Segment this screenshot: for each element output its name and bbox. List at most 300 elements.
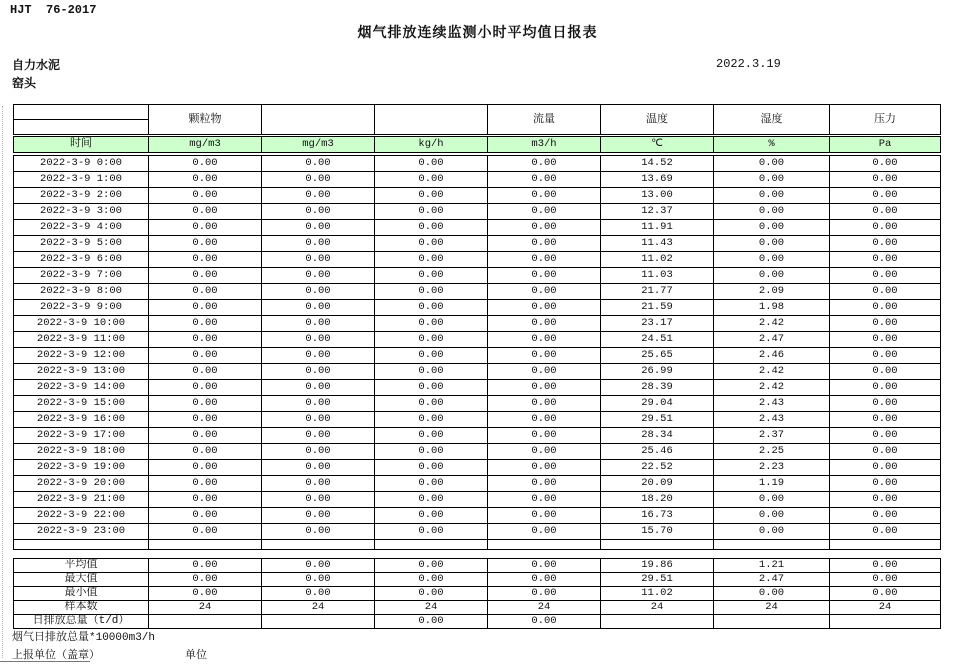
value-cell: 1.19: [714, 476, 830, 492]
value-cell: 0.00: [262, 524, 375, 540]
summary-value-cell: 24: [488, 601, 601, 615]
value-cell: 0.00: [714, 252, 830, 268]
table-row: [14, 524, 941, 540]
value-cell: 0.00: [714, 268, 830, 284]
value-cell: 25.46: [601, 444, 714, 460]
standard-code: HJT 76-2017: [10, 3, 97, 17]
value-cell: 21.77: [601, 284, 714, 300]
unit-header-row: [14, 137, 941, 153]
time-cell: 2022-3-9 12:00: [14, 348, 149, 364]
value-cell: 0.00: [262, 460, 375, 476]
table-row: [14, 508, 941, 524]
table-row: [14, 348, 941, 364]
table-row: [14, 252, 941, 268]
table-row: [14, 172, 941, 188]
value-cell: 0.00: [375, 492, 488, 508]
value-cell: 0.00: [149, 508, 262, 524]
value-cell: 0.00: [488, 300, 601, 316]
value-cell: 18.20: [601, 492, 714, 508]
value-cell: 0.00: [830, 524, 941, 540]
time-header-blank-bottom: [14, 120, 149, 135]
summary-table: [13, 558, 941, 629]
value-cell: 0.00: [488, 252, 601, 268]
value-cell: 0.00: [714, 156, 830, 172]
value-cell: 0.00: [149, 476, 262, 492]
value-cell: 0.00: [262, 316, 375, 332]
value-cell: 0.00: [375, 300, 488, 316]
table-row: [14, 380, 941, 396]
value-cell: 0.00: [488, 236, 601, 252]
value-cell: 0.00: [488, 284, 601, 300]
table-row: [14, 364, 941, 380]
time-cell: 2022-3-9 16:00: [14, 412, 149, 428]
value-cell: 0.00: [149, 300, 262, 316]
summary-value-cell: 0.00: [830, 587, 941, 601]
value-cell: 0.00: [488, 396, 601, 412]
time-cell: 2022-3-9 8:00: [14, 284, 149, 300]
unit-header-2: mg/m3: [262, 137, 375, 153]
value-cell: 0.00: [830, 204, 941, 220]
value-cell: 0.00: [488, 348, 601, 364]
value-cell: 0.00: [375, 188, 488, 204]
value-cell: 0.00: [488, 156, 601, 172]
table-row: [14, 188, 941, 204]
summary-value-cell: 0.00: [830, 559, 941, 573]
value-cell: 0.00: [262, 172, 375, 188]
group-header-blank-3: [375, 105, 488, 135]
summary-value-cell: 0.00: [149, 559, 262, 573]
value-cell: 0.00: [375, 380, 488, 396]
value-cell: 0.00: [488, 364, 601, 380]
station-name: 窑头: [12, 76, 37, 90]
summary-value-cell: 0.00: [262, 559, 375, 573]
group-header-5: 温度: [601, 105, 714, 135]
group-header-table: [13, 104, 941, 135]
time-cell: 2022-3-9 9:00: [14, 300, 149, 316]
summary-value-cell: 24: [830, 601, 941, 615]
value-cell: 25.65: [601, 348, 714, 364]
value-cell: 0.00: [149, 316, 262, 332]
summary-value-cell: 0.00: [830, 573, 941, 587]
value-cell: 22.52: [601, 460, 714, 476]
value-cell: 11.91: [601, 220, 714, 236]
value-cell: 0.00: [830, 460, 941, 476]
summary-value-cell: 0.00: [149, 573, 262, 587]
summary-label: 平均值: [14, 559, 149, 573]
table-row: [14, 332, 941, 348]
value-cell: 0.00: [830, 348, 941, 364]
value-cell: 0.00: [149, 428, 262, 444]
empty-cell: [714, 540, 830, 550]
value-cell: 0.00: [375, 460, 488, 476]
value-cell: 0.00: [375, 204, 488, 220]
value-cell: 11.43: [601, 236, 714, 252]
summary-value-cell: 24: [375, 601, 488, 615]
value-cell: 23.17: [601, 316, 714, 332]
table-row: [14, 236, 941, 252]
value-cell: 0.00: [262, 284, 375, 300]
value-cell: 0.00: [830, 316, 941, 332]
value-cell: 0.00: [262, 476, 375, 492]
value-cell: 0.00: [149, 524, 262, 540]
time-cell: 2022-3-9 20:00: [14, 476, 149, 492]
value-cell: 0.00: [830, 492, 941, 508]
empty-row: [14, 540, 941, 550]
table-row: [14, 412, 941, 428]
bottom-partial-border: [0, 661, 90, 662]
value-cell: 0.00: [830, 364, 941, 380]
value-cell: 0.00: [488, 492, 601, 508]
value-cell: 0.00: [375, 428, 488, 444]
empty-cell: [601, 540, 714, 550]
time-cell: 2022-3-9 21:00: [14, 492, 149, 508]
value-cell: 2.42: [714, 364, 830, 380]
time-cell: 2022-3-9 6:00: [14, 252, 149, 268]
value-cell: 0.00: [149, 348, 262, 364]
value-cell: 0.00: [488, 508, 601, 524]
value-cell: 0.00: [149, 412, 262, 428]
time-cell: 2022-3-9 17:00: [14, 428, 149, 444]
table-row: [14, 204, 941, 220]
summary-value-cell: [714, 615, 830, 629]
time-cell: 2022-3-9 15:00: [14, 396, 149, 412]
table-row: [14, 492, 941, 508]
value-cell: 0.00: [830, 508, 941, 524]
value-cell: 0.00: [262, 236, 375, 252]
summary-label: 最大值: [14, 573, 149, 587]
table-row: [14, 284, 941, 300]
time-column-header: 时间: [14, 137, 149, 153]
value-cell: 0.00: [262, 428, 375, 444]
value-cell: 0.00: [830, 300, 941, 316]
time-cell: 2022-3-9 11:00: [14, 332, 149, 348]
value-cell: 0.00: [714, 188, 830, 204]
group-header-1: 颗粒物: [149, 105, 262, 135]
value-cell: 0.00: [830, 156, 941, 172]
summary-row: [14, 559, 941, 573]
value-cell: 0.00: [262, 188, 375, 204]
value-cell: 0.00: [262, 204, 375, 220]
value-cell: 0.00: [714, 236, 830, 252]
value-cell: 0.00: [149, 332, 262, 348]
value-cell: 0.00: [830, 332, 941, 348]
group-header-7: 压力: [830, 105, 941, 135]
empty-cell: [488, 540, 601, 550]
table-row: [14, 156, 941, 172]
value-cell: 0.00: [714, 508, 830, 524]
table-row: [14, 220, 941, 236]
value-cell: 24.51: [601, 332, 714, 348]
value-cell: 2.47: [714, 332, 830, 348]
value-cell: 0.00: [375, 156, 488, 172]
report-date: 2022.3.19: [716, 57, 781, 71]
value-cell: 0.00: [149, 172, 262, 188]
value-cell: 0.00: [262, 492, 375, 508]
time-cell: 2022-3-9 7:00: [14, 268, 149, 284]
time-cell: 2022-3-9 2:00: [14, 188, 149, 204]
value-cell: 2.42: [714, 316, 830, 332]
empty-cell: [830, 540, 941, 550]
value-cell: 0.00: [262, 444, 375, 460]
summary-value-cell: 0.00: [714, 587, 830, 601]
value-cell: 0.00: [488, 460, 601, 476]
value-cell: 0.00: [149, 492, 262, 508]
value-cell: 0.00: [262, 332, 375, 348]
value-cell: 0.00: [830, 172, 941, 188]
summary-value-cell: 2.47: [714, 573, 830, 587]
time-cell: 2022-3-9 18:00: [14, 444, 149, 460]
value-cell: 1.98: [714, 300, 830, 316]
value-cell: 0.00: [262, 364, 375, 380]
value-cell: 0.00: [830, 476, 941, 492]
value-cell: 0.00: [375, 220, 488, 236]
summary-value-cell: 0.00: [262, 573, 375, 587]
value-cell: 0.00: [149, 220, 262, 236]
value-cell: 0.00: [488, 380, 601, 396]
summary-value-cell: 0.00: [375, 559, 488, 573]
summary-value-cell: 0.00: [262, 587, 375, 601]
value-cell: 0.00: [262, 220, 375, 236]
group-header-4: 流量: [488, 105, 601, 135]
value-cell: 28.39: [601, 380, 714, 396]
value-cell: 0.00: [375, 316, 488, 332]
value-cell: 0.00: [262, 300, 375, 316]
time-cell: 2022-3-9 22:00: [14, 508, 149, 524]
summary-value-cell: 1.21: [714, 559, 830, 573]
value-cell: 13.00: [601, 188, 714, 204]
value-cell: 0.00: [488, 220, 601, 236]
value-cell: 13.69: [601, 172, 714, 188]
value-cell: 0.00: [262, 380, 375, 396]
unit-label: 单位: [185, 650, 207, 662]
time-cell: 2022-3-9 0:00: [14, 156, 149, 172]
value-cell: 0.00: [149, 204, 262, 220]
value-cell: 0.00: [262, 252, 375, 268]
empty-cell: [262, 540, 375, 550]
value-cell: 0.00: [262, 268, 375, 284]
value-cell: 0.00: [714, 220, 830, 236]
summary-value-cell: [830, 615, 941, 629]
unit-header-7: Pa: [830, 137, 941, 153]
time-cell: 2022-3-9 1:00: [14, 172, 149, 188]
value-cell: 0.00: [714, 524, 830, 540]
value-cell: 0.00: [830, 252, 941, 268]
value-cell: 0.00: [488, 428, 601, 444]
summary-value-cell: 11.02: [601, 587, 714, 601]
value-cell: 0.00: [488, 412, 601, 428]
value-cell: 12.37: [601, 204, 714, 220]
empty-cell: [14, 540, 149, 550]
value-cell: 0.00: [375, 396, 488, 412]
value-cell: 0.00: [262, 412, 375, 428]
value-cell: 0.00: [714, 204, 830, 220]
value-cell: 0.00: [262, 508, 375, 524]
value-cell: 0.00: [149, 236, 262, 252]
value-cell: 0.00: [488, 476, 601, 492]
summary-label: 最小值: [14, 587, 149, 601]
value-cell: 0.00: [375, 476, 488, 492]
value-cell: 0.00: [149, 380, 262, 396]
value-cell: 0.00: [830, 236, 941, 252]
value-cell: 16.73: [601, 508, 714, 524]
value-cell: 2.23: [714, 460, 830, 476]
value-cell: 15.70: [601, 524, 714, 540]
table-row: [14, 268, 941, 284]
time-cell: 2022-3-9 3:00: [14, 204, 149, 220]
value-cell: 0.00: [149, 268, 262, 284]
value-cell: 0.00: [830, 220, 941, 236]
value-cell: 0.00: [830, 412, 941, 428]
value-cell: 0.00: [375, 508, 488, 524]
value-cell: 26.99: [601, 364, 714, 380]
value-cell: 0.00: [488, 172, 601, 188]
value-cell: 2.43: [714, 412, 830, 428]
value-cell: 0.00: [149, 460, 262, 476]
time-cell: 2022-3-9 14:00: [14, 380, 149, 396]
time-cell: 2022-3-9 13:00: [14, 364, 149, 380]
empty-cell: [375, 540, 488, 550]
summary-value-cell: 24: [262, 601, 375, 615]
value-cell: 0.00: [830, 428, 941, 444]
unit-header-4: m3/h: [488, 137, 601, 153]
value-cell: 0.00: [830, 188, 941, 204]
value-cell: 0.00: [714, 172, 830, 188]
summary-value-cell: 0.00: [375, 573, 488, 587]
value-cell: 29.04: [601, 396, 714, 412]
value-cell: 0.00: [488, 204, 601, 220]
value-cell: 0.00: [830, 284, 941, 300]
value-cell: 2.43: [714, 396, 830, 412]
empty-cell: [149, 540, 262, 550]
value-cell: 0.00: [149, 188, 262, 204]
value-cell: 0.00: [488, 332, 601, 348]
value-cell: 0.00: [375, 172, 488, 188]
group-header-6: 湿度: [714, 105, 830, 135]
value-cell: 0.00: [375, 412, 488, 428]
page-break-line: [2, 106, 3, 658]
value-cell: 0.00: [714, 492, 830, 508]
unit-header-6: %: [714, 137, 830, 153]
value-cell: 0.00: [488, 188, 601, 204]
value-cell: 20.09: [601, 476, 714, 492]
summary-value-cell: [601, 615, 714, 629]
value-cell: 11.02: [601, 252, 714, 268]
summary-label: 样本数: [14, 601, 149, 615]
value-cell: 14.52: [601, 156, 714, 172]
table-row: [14, 316, 941, 332]
summary-value-cell: [149, 615, 262, 629]
value-cell: 0.00: [488, 268, 601, 284]
value-cell: 29.51: [601, 412, 714, 428]
summary-value-cell: 24: [149, 601, 262, 615]
summary-value-cell: 24: [601, 601, 714, 615]
unit-header-1: mg/m3: [149, 137, 262, 153]
value-cell: 0.00: [149, 396, 262, 412]
value-cell: 0.00: [375, 268, 488, 284]
summary-value-cell: 19.86: [601, 559, 714, 573]
time-cell: 2022-3-9 19:00: [14, 460, 149, 476]
summary-row: [14, 601, 941, 615]
value-cell: 0.00: [262, 396, 375, 412]
table-row: [14, 444, 941, 460]
summary-value-cell: 0.00: [488, 573, 601, 587]
summary-row: [14, 615, 941, 629]
company-name: 自力水泥: [12, 58, 61, 72]
unit-header-3: kg/h: [375, 137, 488, 153]
summary-value-cell: 0.00: [488, 615, 601, 629]
value-cell: 0.00: [375, 364, 488, 380]
time-cell: 2022-3-9 23:00: [14, 524, 149, 540]
summary-value-cell: 0.00: [375, 615, 488, 629]
summary-row: [14, 573, 941, 587]
value-cell: 0.00: [375, 524, 488, 540]
table-row: [14, 476, 941, 492]
value-cell: 0.00: [488, 524, 601, 540]
value-cell: 0.00: [375, 348, 488, 364]
value-cell: 0.00: [488, 444, 601, 460]
time-header-blank-top: [14, 105, 149, 120]
value-cell: 0.00: [262, 348, 375, 364]
value-cell: 0.00: [149, 444, 262, 460]
summary-value-cell: 0.00: [488, 587, 601, 601]
summary-label: 日排放总量（t/d）: [14, 615, 149, 629]
summary-value-cell: 24: [714, 601, 830, 615]
value-cell: 2.46: [714, 348, 830, 364]
value-cell: 0.00: [375, 236, 488, 252]
summary-value-cell: [262, 615, 375, 629]
time-cell: 2022-3-9 4:00: [14, 220, 149, 236]
value-cell: 0.00: [149, 284, 262, 300]
value-cell: 0.00: [375, 444, 488, 460]
value-cell: 0.00: [488, 316, 601, 332]
value-cell: 0.00: [149, 156, 262, 172]
summary-row: [14, 587, 941, 601]
value-cell: 0.00: [149, 252, 262, 268]
table-row: [14, 460, 941, 476]
value-cell: 0.00: [375, 284, 488, 300]
value-cell: 0.00: [262, 156, 375, 172]
time-cell: 2022-3-9 5:00: [14, 236, 149, 252]
value-cell: 2.42: [714, 380, 830, 396]
time-cell: 2022-3-9 10:00: [14, 316, 149, 332]
table-row: [14, 428, 941, 444]
summary-value-cell: 0.00: [488, 559, 601, 573]
value-cell: 21.59: [601, 300, 714, 316]
table-row: [14, 300, 941, 316]
total-emission-note: 烟气日排放总量*10000m3/h: [12, 632, 156, 644]
value-cell: 0.00: [149, 364, 262, 380]
page-title: 烟气排放连续监测小时平均值日报表: [357, 24, 598, 40]
value-cell: 2.25: [714, 444, 830, 460]
value-cell: 0.00: [830, 396, 941, 412]
value-cell: 11.03: [601, 268, 714, 284]
group-header-row: [14, 105, 941, 120]
report-unit-label: 上报单位（盖章）: [12, 650, 100, 662]
table-row: [14, 396, 941, 412]
value-cell: 2.09: [714, 284, 830, 300]
value-cell: 28.34: [601, 428, 714, 444]
summary-value-cell: 29.51: [601, 573, 714, 587]
hourly-data-table: [13, 155, 941, 550]
value-cell: 2.37: [714, 428, 830, 444]
summary-value-cell: 0.00: [375, 587, 488, 601]
unit-header-table: [13, 136, 941, 153]
value-cell: 0.00: [830, 380, 941, 396]
unit-header-5: ℃: [601, 137, 714, 153]
value-cell: 0.00: [830, 268, 941, 284]
group-header-blank-2: [262, 105, 375, 135]
value-cell: 0.00: [375, 332, 488, 348]
